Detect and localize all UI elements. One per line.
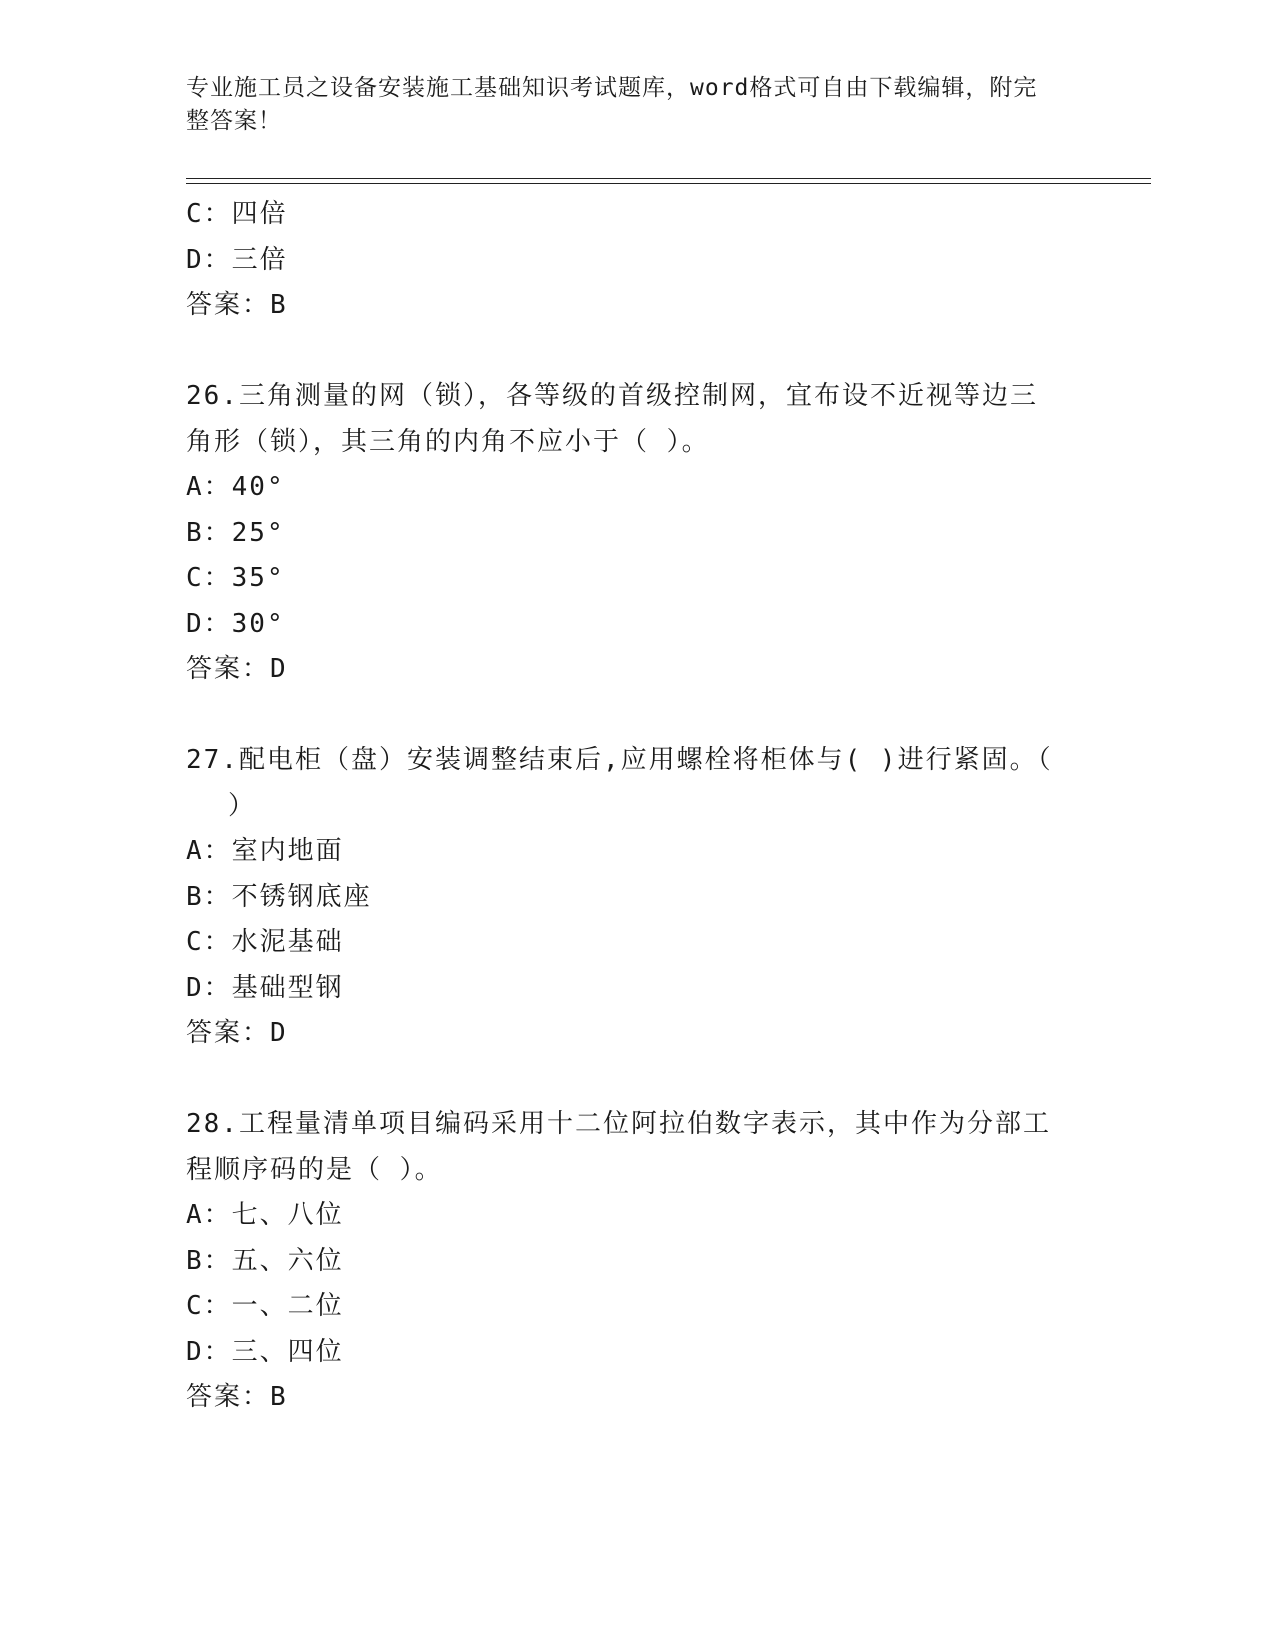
option-b — [186, 511, 1086, 557]
question-27 — [186, 738, 1086, 1057]
question-28 — [186, 1102, 1086, 1421]
option-text: 四倍 — [231, 199, 288, 229]
option-d — [186, 966, 1086, 1012]
answer-value: D — [270, 654, 288, 684]
option-key: C： — [186, 927, 232, 957]
option-text: 40° — [231, 472, 285, 502]
option-c — [186, 920, 1086, 966]
option-text: 基础型钢 — [231, 972, 344, 1003]
option-text: 水泥基础 — [231, 927, 344, 957]
option-key: B： — [186, 881, 232, 912]
answer-value: D — [270, 1018, 288, 1048]
answer-line — [186, 647, 1086, 693]
option-d — [186, 238, 1086, 284]
question-stem-line-2: 程顺序码的是（ ）。 — [186, 1154, 443, 1185]
question-number: 28. — [186, 1109, 239, 1139]
answer-label: 答案： — [186, 1382, 271, 1412]
answer-line — [186, 1011, 1086, 1057]
option-a — [186, 1193, 1086, 1239]
option-text: 30° — [231, 608, 285, 639]
question-stem: 三角测量的网（锁），各等级的首级控制网，宜布设不近视等边三 — [238, 381, 1038, 411]
option-key: B： — [186, 517, 232, 548]
option-d — [186, 1330, 1086, 1376]
option-text: 五、六位 — [231, 1245, 344, 1276]
answer-label: 答案： — [186, 654, 271, 684]
header-divider-bottom — [186, 183, 1151, 184]
question-stem-line-1 — [186, 738, 1086, 784]
question-stem-line-1 — [186, 1102, 1086, 1148]
option-text: 不锈钢底座 — [231, 881, 372, 912]
option-a — [186, 465, 1086, 511]
option-key: A： — [186, 1200, 232, 1230]
option-text: 室内地面 — [231, 836, 344, 866]
option-c — [186, 192, 1086, 238]
option-d — [186, 602, 1086, 648]
answer-line — [186, 1375, 1086, 1421]
question-list — [186, 192, 1086, 1421]
option-c — [186, 556, 1086, 602]
option-b — [186, 1239, 1086, 1285]
prev-question-block — [186, 192, 1086, 329]
option-c — [186, 1284, 1086, 1330]
header-line-2: 整答案！ — [186, 108, 282, 134]
document-header — [186, 72, 1066, 138]
option-text: 三倍 — [231, 244, 288, 275]
option-text: 一、二位 — [231, 1291, 344, 1321]
option-key: A： — [186, 836, 232, 866]
answer-value: B — [270, 290, 288, 320]
option-text: 七、八位 — [231, 1200, 344, 1230]
question-stem-line-2: 角形（锁），其三角的内角不应小于（ ）。 — [186, 426, 710, 457]
header-divider-top — [186, 178, 1151, 179]
answer-value: B — [270, 1382, 288, 1412]
option-key: A： — [186, 472, 232, 502]
question-stem: 配电柜（盘）安装调整结束后,应用螺栓将柜体与( )进行紧固。（ — [238, 745, 1053, 775]
spacer — [186, 1057, 1086, 1103]
spacer — [186, 329, 1086, 375]
spacer — [186, 693, 1086, 739]
option-text: 三、四位 — [231, 1336, 344, 1367]
option-b — [186, 875, 1086, 921]
option-key: D： — [186, 244, 232, 275]
option-text: 35° — [231, 563, 285, 593]
answer-label: 答案： — [186, 290, 271, 320]
answer-line — [186, 283, 1086, 329]
question-stem-line-2: ） — [228, 790, 257, 821]
question-number: 27. — [186, 745, 239, 775]
question-number: 26. — [186, 381, 239, 411]
question-stem: 工程量清单项目编码采用十二位阿拉伯数字表示，其中作为分部工 — [238, 1109, 1051, 1139]
option-key: C： — [186, 1291, 232, 1321]
option-text: 25° — [231, 517, 285, 548]
option-key: B： — [186, 1245, 232, 1276]
option-key: C： — [186, 563, 232, 593]
option-key: D： — [186, 972, 232, 1003]
question-stem-line-1 — [186, 374, 1086, 420]
option-key: C： — [186, 199, 232, 229]
header-line-1: 专业施工员之设备安装施工基础知识考试题库，word格式可自由下载编辑，附完 — [186, 75, 1038, 101]
question-26 — [186, 374, 1086, 693]
option-key: D： — [186, 1336, 232, 1367]
answer-label: 答案： — [186, 1018, 271, 1048]
option-key: D： — [186, 608, 232, 639]
option-a — [186, 829, 1086, 875]
